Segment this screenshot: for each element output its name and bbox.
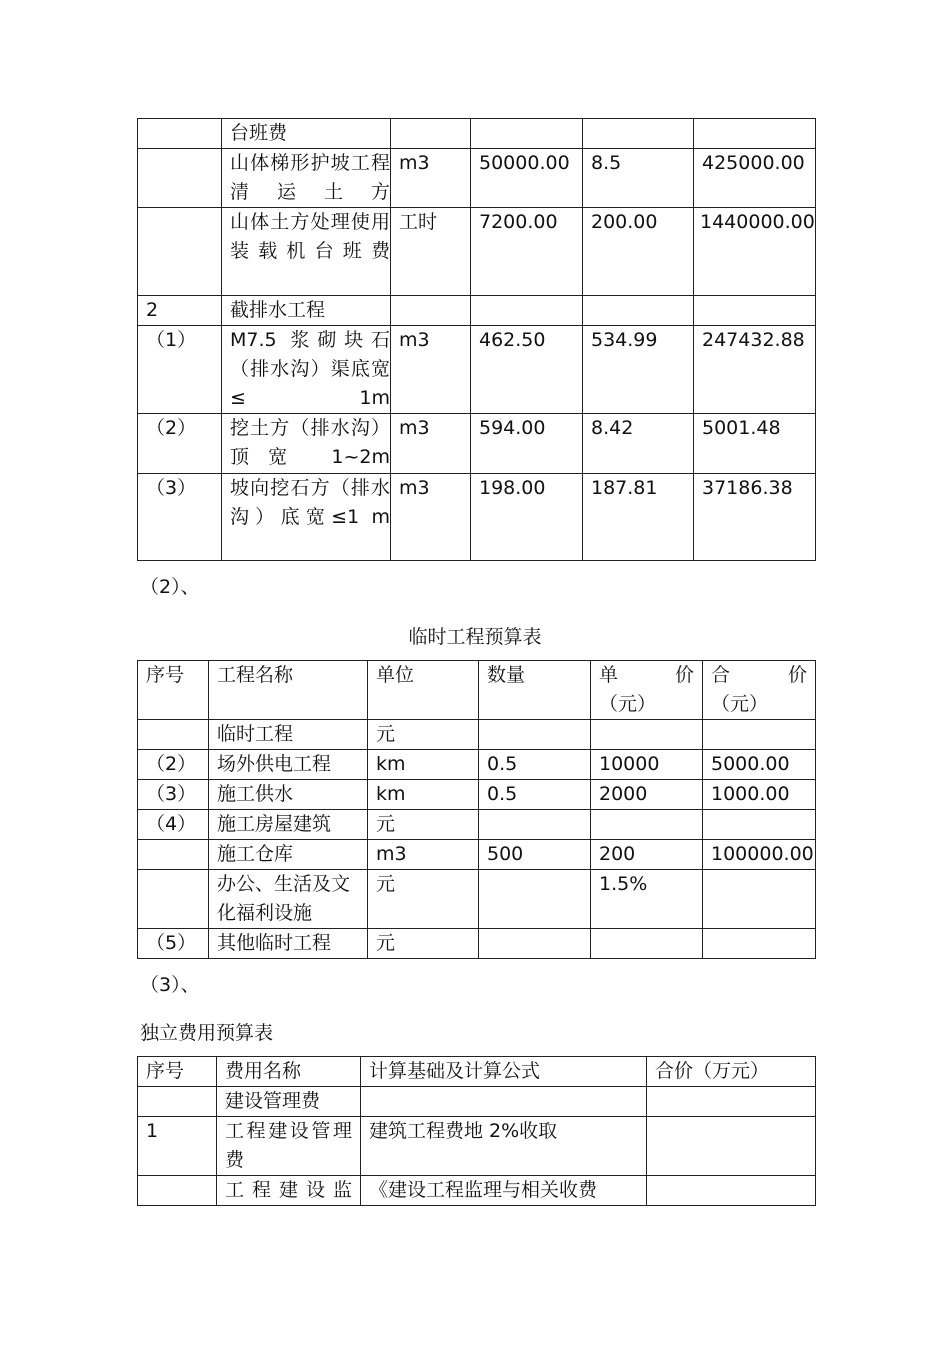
header-unit: 单位 <box>368 661 479 720</box>
row-name: 建设管理费 <box>217 1087 361 1117</box>
row-qty: 50000.00 <box>471 149 583 208</box>
row-qty: 594.00 <box>471 414 583 474</box>
row-no <box>138 1087 217 1117</box>
header-total-bottom: （元） <box>711 693 769 715</box>
row-name: 施工供水 <box>209 780 368 810</box>
row-no: （2） <box>138 414 222 474</box>
row-price: 1.5% <box>591 870 703 929</box>
row-no: （3） <box>138 474 222 561</box>
table-row <box>138 929 816 959</box>
row-price <box>591 810 703 840</box>
row-total <box>694 296 816 326</box>
row-total <box>703 720 816 750</box>
row-no: （3） <box>138 780 209 810</box>
row-name: 施工仓库 <box>209 840 368 870</box>
row-total: 425000.00 <box>694 149 816 208</box>
row-total <box>694 119 816 149</box>
row-name: 坡向挖石方（排水沟）底宽≤1 m <box>222 474 391 561</box>
row-unit: 元 <box>368 810 479 840</box>
row-qty: 0.5 <box>479 780 591 810</box>
row-unit: m3 <box>391 149 471 208</box>
row-name: 工程建设监 <box>217 1176 361 1206</box>
header-price-bottom: （元） <box>599 693 657 715</box>
row-unit: m3 <box>391 326 471 414</box>
header-no: 序号 <box>138 1057 217 1087</box>
row-unit: m3 <box>391 474 471 561</box>
row-price <box>591 929 703 959</box>
row-qty <box>471 119 583 149</box>
header-formula: 计算基础及计算公式 <box>361 1057 647 1087</box>
row-no: （2） <box>138 750 209 780</box>
independent-costs-title: 独立费用预算表 <box>140 1022 274 1044</box>
row-total <box>703 929 816 959</box>
row-name: 施工房屋建筑 <box>209 810 368 840</box>
table-row <box>138 119 816 149</box>
header-total-top: 合 价 <box>711 664 807 686</box>
table-row <box>138 296 816 326</box>
row-price: 10000 <box>591 750 703 780</box>
table-row <box>138 720 816 750</box>
table-row <box>138 780 816 810</box>
row-formula <box>361 1087 647 1117</box>
row-unit: 元 <box>368 720 479 750</box>
table-row <box>138 810 816 840</box>
table-header-row <box>138 661 816 720</box>
section-2-label: （2）、 <box>140 576 200 598</box>
row-no <box>138 208 222 296</box>
header-name: 工程名称 <box>209 661 368 720</box>
row-qty: 462.50 <box>471 326 583 414</box>
row-no <box>138 149 222 208</box>
row-unit <box>391 296 471 326</box>
row-name: 挖土方（排水沟）顶宽 1~2m <box>222 414 391 474</box>
row-qty: 7200.00 <box>471 208 583 296</box>
row-total: 247432.88 <box>694 326 816 414</box>
row-total: 5001.48 <box>694 414 816 474</box>
row-name: 场外供电工程 <box>209 750 368 780</box>
row-total <box>703 870 816 929</box>
header-total <box>703 661 816 720</box>
row-qty <box>479 870 591 929</box>
table-row <box>138 1176 816 1206</box>
header-price <box>591 661 703 720</box>
header-qty: 数量 <box>479 661 591 720</box>
row-total <box>647 1176 816 1206</box>
row-total: 1440000.00 <box>694 208 816 296</box>
row-price <box>591 720 703 750</box>
section-3-label: （3）、 <box>140 974 200 996</box>
row-unit: km <box>368 750 479 780</box>
header-no: 序号 <box>138 661 209 720</box>
row-name: 其他临时工程 <box>209 929 368 959</box>
row-name: 办公、生活及文化福利设施 <box>209 870 368 929</box>
row-total: 1000.00 <box>703 780 816 810</box>
header-name: 费用名称 <box>217 1057 361 1087</box>
row-total: 100000.00 <box>703 840 816 870</box>
row-qty <box>479 810 591 840</box>
header-price-top: 单 价 <box>599 664 694 686</box>
row-qty <box>479 929 591 959</box>
row-price: 8.42 <box>583 414 694 474</box>
table-header-row <box>138 1057 816 1087</box>
row-qty <box>479 720 591 750</box>
row-price: 200 <box>591 840 703 870</box>
row-qty: 500 <box>479 840 591 870</box>
row-no: （4） <box>138 810 209 840</box>
row-unit <box>391 119 471 149</box>
independent-costs-table <box>137 1056 816 1206</box>
table-row <box>138 870 816 929</box>
row-name: 台班费 <box>222 119 391 149</box>
header-total: 合价（万元） <box>647 1057 816 1087</box>
table-row <box>138 414 816 474</box>
row-no <box>138 840 209 870</box>
table-row <box>138 750 816 780</box>
row-price <box>583 119 694 149</box>
row-total: 37186.38 <box>694 474 816 561</box>
row-no <box>138 870 209 929</box>
row-price: 2000 <box>591 780 703 810</box>
row-price <box>583 296 694 326</box>
row-unit: km <box>368 780 479 810</box>
row-unit: 元 <box>368 929 479 959</box>
row-name: 截排水工程 <box>222 296 391 326</box>
row-no: （5） <box>138 929 209 959</box>
table-row <box>138 840 816 870</box>
row-unit: m3 <box>368 840 479 870</box>
row-formula: 《建设工程监理与相关收费 <box>361 1176 647 1206</box>
row-name: 工程建设管理费 <box>217 1117 361 1176</box>
row-no: 2 <box>138 296 222 326</box>
row-price: 200.00 <box>583 208 694 296</box>
row-price: 534.99 <box>583 326 694 414</box>
row-formula: 建筑工程费地 2%收取 <box>361 1117 647 1176</box>
row-price: 8.5 <box>583 149 694 208</box>
row-name: 临时工程 <box>209 720 368 750</box>
row-no <box>138 119 222 149</box>
table-row <box>138 1117 816 1176</box>
row-no: 1 <box>138 1117 217 1176</box>
row-no <box>138 720 209 750</box>
row-unit: 元 <box>368 870 479 929</box>
row-name: 山体梯形护坡工程清运土方 <box>222 149 391 208</box>
row-price: 187.81 <box>583 474 694 561</box>
table-row <box>138 1087 816 1117</box>
temporary-works-table <box>137 660 816 959</box>
table-row <box>138 474 816 561</box>
table-row <box>138 326 816 414</box>
row-unit: m3 <box>391 414 471 474</box>
table-row <box>138 149 816 208</box>
temporary-works-title: 临时工程预算表 <box>408 626 542 648</box>
row-qty <box>471 296 583 326</box>
row-name: M7.5 浆砌块石（排水沟）渠底宽≤ 1m <box>222 326 391 414</box>
row-qty: 198.00 <box>471 474 583 561</box>
row-total <box>647 1087 816 1117</box>
row-name: 山体土方处理使用装载机台班费 <box>222 208 391 296</box>
table-row <box>138 208 816 296</box>
row-unit: 工时 <box>391 208 471 296</box>
row-total <box>703 810 816 840</box>
row-total: 5000.00 <box>703 750 816 780</box>
row-qty: 0.5 <box>479 750 591 780</box>
row-no: （1） <box>138 326 222 414</box>
work-items-table <box>137 118 816 561</box>
row-no <box>138 1176 217 1206</box>
row-total <box>647 1117 816 1176</box>
